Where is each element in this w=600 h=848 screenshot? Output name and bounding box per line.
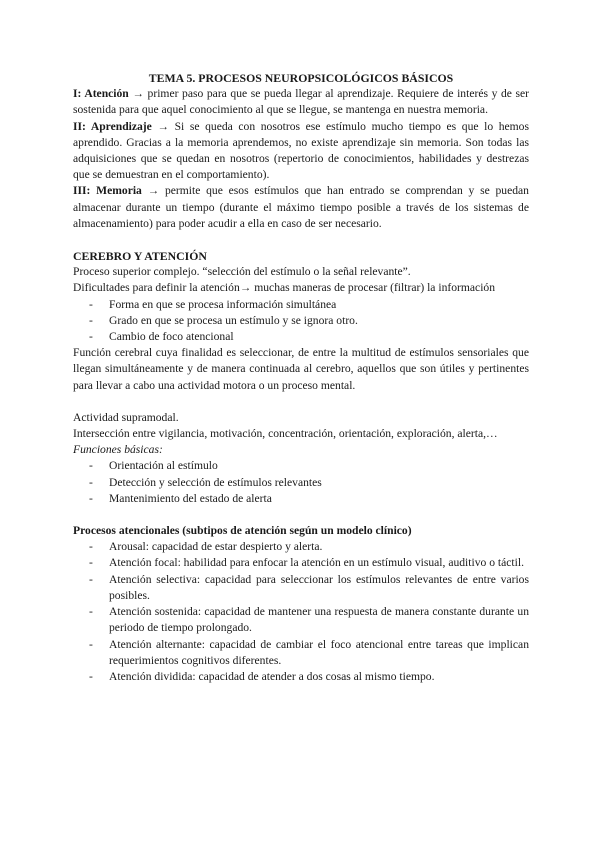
intro-attention-label: I: Atención: [73, 87, 129, 101]
document-title: TEMA 5. PROCESOS NEUROPSICOLÓGICOS BÁSICOS: [148, 71, 454, 85]
list-item: - Atención dividida: capacidad de atender a dos cosas al mismo tiempo.: [73, 669, 529, 685]
section1-line1: Proceso superior complejo. “selección del estímulo o la señal relevante”.: [73, 265, 411, 279]
intro-memory-arrow: →: [141, 184, 165, 198]
list-item: - Orientación al estímulo: [73, 458, 529, 474]
list-item: - Arousal: capacidad de estar despierto y alerta.: [73, 539, 529, 555]
section3-heading: Procesos atencionales (subtipos de atención según un modelo clínico): [73, 524, 412, 538]
section2-line1: Actividad supramodal.: [73, 410, 179, 424]
section2-line2: Intersección entre vigilancia, motivación, concentración, orientación, exploración, alerta,…: [73, 427, 498, 441]
section2-subheading: Funciones básicas:: [73, 443, 163, 457]
list-item: - Atención sostenida: capacidad de mantener una respuesta de manera constante durante un periodo de tiempo prolongado.: [73, 604, 529, 636]
intro-learning: [73, 119, 529, 184]
section1-paragraph: Función cerebral cuya finalidad es seleccionar, de entre la multitud de estímulos sensoriales que llegan simultáneamente y de manera continuada al cerebro, aquellos que son útiles y pertinentes para llevar a cabo una actividad motora o un proceso mental.: [73, 346, 529, 392]
list-item: - Mantenimiento del estado de alerta: [73, 491, 529, 507]
intro-memory-label: III: Memoria: [73, 184, 142, 198]
intro-learning-arrow: →: [151, 119, 175, 133]
list-item: - Detección y selección de estímulos relevantes: [73, 475, 529, 491]
document-page: [73, 70, 529, 685]
list-item: - Atención focal: habilidad para enfocar la atención en un estímulo visual, auditivo o táctil.: [73, 555, 529, 571]
intro-attention-text: primer paso para que se pueda llegar al aprendizaje. Requiere de interés y de ser sostenida para que aquel conocimiento al que se llegue, se mantenga en nuestra memoria.: [73, 87, 530, 117]
intro-learning-label: II: Aprendizaje: [73, 119, 152, 133]
intro-memory-text: permite que esos estímulos que han entrado se comprendan y se puedan almacenar durante un tiempo (durante el máximo tiempo posible a través de los sistemas de almacenamiento) para poder acudir a ella en caso de ser necesario.: [73, 184, 529, 230]
intro-attention-arrow: →: [128, 87, 148, 101]
list-item: - Grado en que se procesa un estímulo y se ignora otro.: [73, 313, 529, 329]
list-item: - Atención alternante: capacidad de cambiar el foco atencional entre tareas que implican requerimientos cognitivos diferentes.: [73, 637, 529, 669]
list-item: - Forma en que se procesa información simultánea: [73, 297, 529, 313]
intro-memory: [73, 183, 529, 232]
section2-list: [73, 458, 529, 507]
list-item: - Cambio de foco atencional: [73, 329, 529, 345]
list-item: - Atención selectiva: capacidad para seleccionar los estímulos relevantes de entre varios posibles.: [73, 572, 529, 604]
intro-learning-text: Si se queda con nosotros ese estímulo mucho tiempo es que lo hemos aprendido. Gracias a la memoria aprendemos, no existe aprendizaje sin memoria. Son todas las adquisiciones que se quedan en nosotros (repertorio de conocimientos, habilidades y destrezas que se demuestran en el comportamiento).: [73, 119, 529, 182]
section-heading-brain-attention: CEREBRO Y ATENCIÓN: [73, 249, 207, 264]
section1-line2: Dificultades para definir la atención→ muchas maneras de procesar (filtrar) la información: [73, 281, 496, 295]
section3-list: [73, 539, 529, 685]
intro-attention: [73, 86, 529, 118]
section1-list: [73, 297, 529, 346]
